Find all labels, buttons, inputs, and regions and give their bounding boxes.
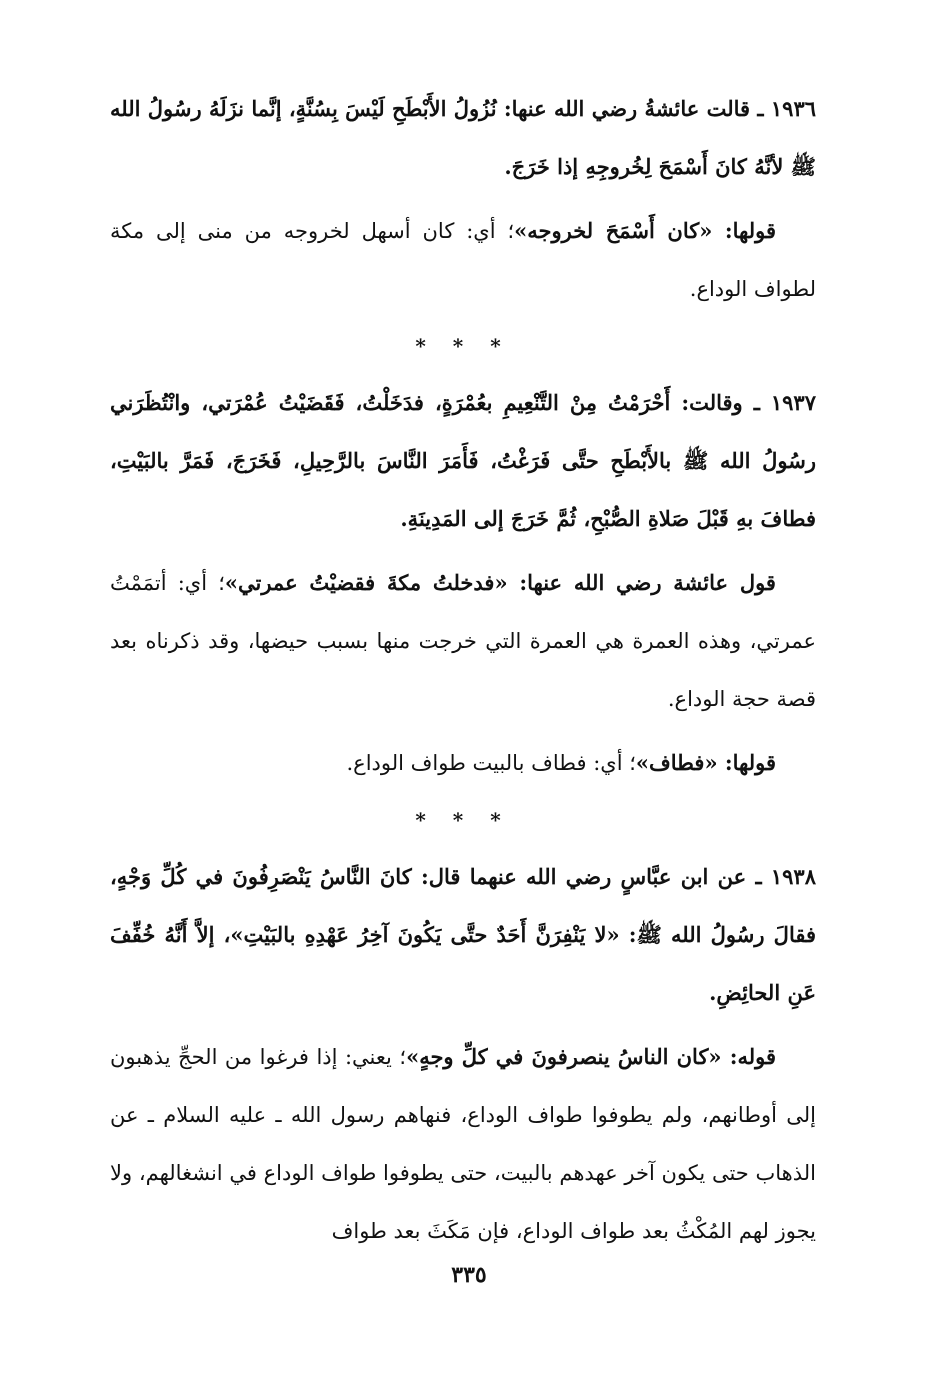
hadith-text: ـ عن ابن عبَّاسٍ رضي الله عنهما قال: كانَ النَّاسُ يَنْصَرِفُونَ في كُلِّ وَجْهٍ، فقالَ رسُولُ الله ﷺ: «لا يَنْفِرَنَّ أَحَدٌ حتَّى يَكُونَ آخِرُ عَهْدِهِ بالبَيْتِ»، إلاَّ أَنَّهُ خُفِّفَ عَنِ الحائِضِ. bbox=[110, 864, 816, 1005]
hadith-number: ١٩٣٦ bbox=[770, 96, 817, 121]
page-number: ٣٣٥ bbox=[451, 1262, 487, 1288]
commentary-1936 bbox=[110, 202, 816, 318]
commentary-text: ؛ يعني: إذا فرغوا من الحجِّ يذهبون إلى أوطانهم، ولم يطوفوا طواف الوداع، فنهاهم رسول الله ـ عليه السلام ـ عن الذهاب حتى يكون آخر عهدهم بالبيت، حتى يطوفوا طواف الوداع في انشغالهم، ولا يجوز لهم المُكْثُ بعد طواف الوداع، فإن مَكَثَ بعد طواف bbox=[110, 1045, 816, 1243]
commentary-quote: قوله: «كان الناسُ ينصرفونَ في كلِّ وجهٍ» bbox=[406, 1044, 777, 1069]
hadith-number: ١٩٣٧ bbox=[770, 390, 816, 415]
hadith-text: ـ وقالت: أَحْرَمْتُ مِنْ التَّنْعِيمِ بعُمْرَةٍ، فدَخَلْتُ، فَقَضَيْتُ عُمْرَتي، وانْتُظَرَني رسُولُ الله ﷺ بالأَبْطَحِ حتَّى فَرَغْتُ، فَأَمَرَ النَّاسَ بالرَّحِيلِ، فَخَرَجَ، فَمَرَّ بالبَيْتِ، فطافَ بهِ قَبْلَ صَلاةِ الصُّبْحِ، ثُمَّ خَرَجَ إلى المَدِينَةِ. bbox=[110, 390, 816, 531]
commentary-1937-a bbox=[110, 554, 816, 728]
commentary-quote: قولها: «فطاف» bbox=[635, 750, 776, 775]
commentary-text: ؛ أي: فطاف بالبيت طواف الوداع. bbox=[346, 751, 636, 775]
hadith-1937 bbox=[110, 374, 816, 548]
commentary-quote: قول عائشة رضي الله عنها: «فدخلتُ مكةَ فقضيْتُ عمرتي» bbox=[224, 570, 776, 595]
hadith-number: ١٩٣٨ bbox=[770, 864, 816, 889]
commentary-text: ؛ أي: كان أسهل لخروجه من منى إلى مكة لطواف الوداع. bbox=[110, 219, 816, 301]
commentary-text: ؛ أي: أتمَمْتُ عمرتي، وهذه العمرة هي العمرة التي خرجت منها بسبب حيضها، وقد ذكرناه بعد قصة حجة الوداع. bbox=[110, 571, 816, 711]
hadith-text: ـ قالت عائشةُ رضي الله عنها: نُزُولُ الأَبْطَحِ لَيْسَ بِسُنَّةٍ، إنَّما نزَلَهُ رسُولُ الله ﷺ لأنَّهُ كانَ أَسْمَحَ لِخُروجِهِ إذا خَرَجَ. bbox=[110, 96, 816, 179]
section-separator: * * * bbox=[415, 334, 511, 358]
hadith-1938 bbox=[110, 848, 816, 1022]
hadith-1936 bbox=[110, 80, 816, 196]
commentary-1937-b bbox=[110, 734, 816, 792]
commentary-1938 bbox=[110, 1028, 816, 1260]
section-separator: * * * bbox=[415, 808, 511, 832]
commentary-quote: قولها: «كان أَسْمَحَ لخروجه» bbox=[514, 218, 776, 243]
